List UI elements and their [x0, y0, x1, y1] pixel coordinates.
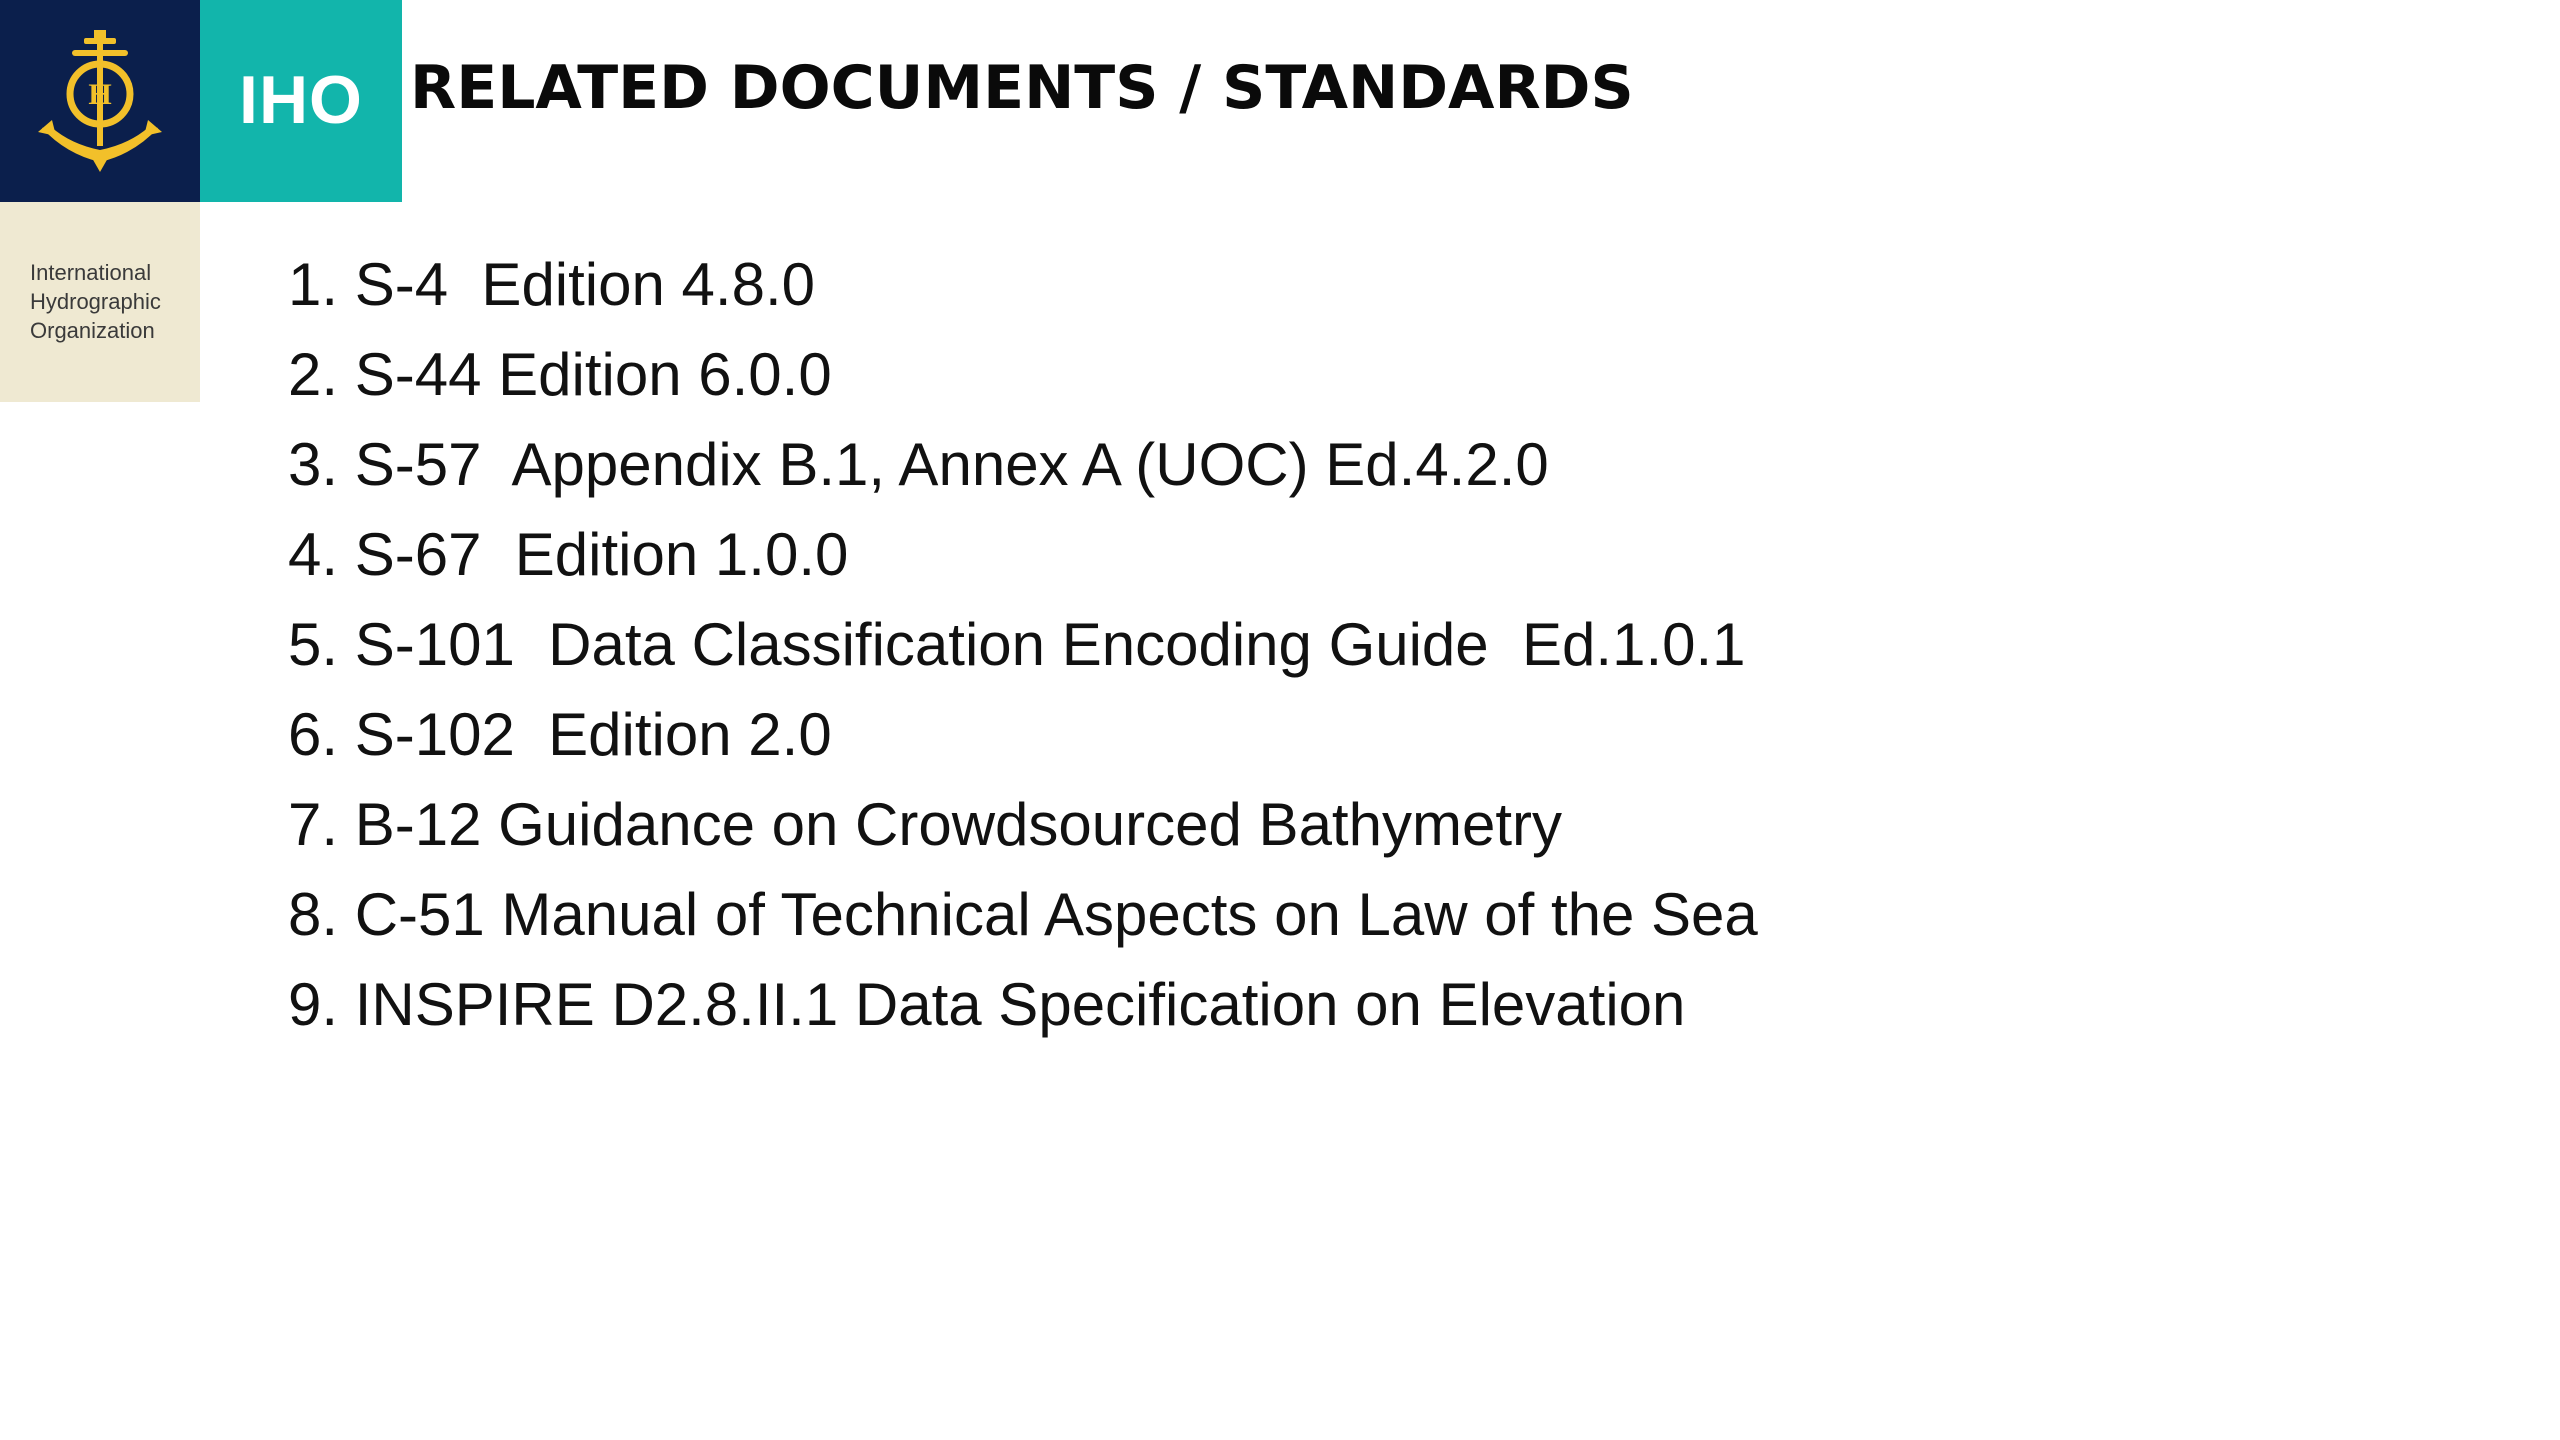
list-item: 7. B-12 Guidance on Crowdsourced Bathymetry [288, 791, 1562, 858]
list-item: 3. S-57 Appendix B.1, Annex A (UOC) Ed.4.2.0 [288, 431, 1549, 498]
logo-navy-panel [0, 0, 200, 202]
list-item: 4. S-67 Edition 1.0.0 [288, 521, 849, 588]
org-name-line: International [30, 260, 152, 285]
list-item: 9. INSPIRE D2.8.II.1 Data Specification on Elevation [288, 971, 1686, 1038]
logo-acronym-panel [200, 0, 402, 202]
list-item: 8. C-51 Manual of Technical Aspects on Law of the Sea [288, 881, 1758, 948]
logo-acronym: IHO [239, 62, 363, 138]
org-name-line: Organization [30, 318, 155, 343]
document-list [288, 240, 1758, 1050]
list-item: 5. S-101 Data Classification Encoding Guide Ed.1.0.1 [288, 611, 1746, 678]
org-name-line: Hydrographic [30, 289, 161, 314]
iho-anchor-emblem-icon [36, 28, 164, 172]
list-item: 6. S-102 Edition 2.0 [288, 701, 832, 768]
svg-text:H: H [88, 78, 112, 111]
organization-name [30, 258, 161, 345]
page-title: RELATED DOCUMENTS / STANDARDS [410, 53, 1634, 123]
list-item: 1. S-4 Edition 4.8.0 [288, 251, 815, 318]
list-item: 2. S-44 Edition 6.0.0 [288, 341, 832, 408]
